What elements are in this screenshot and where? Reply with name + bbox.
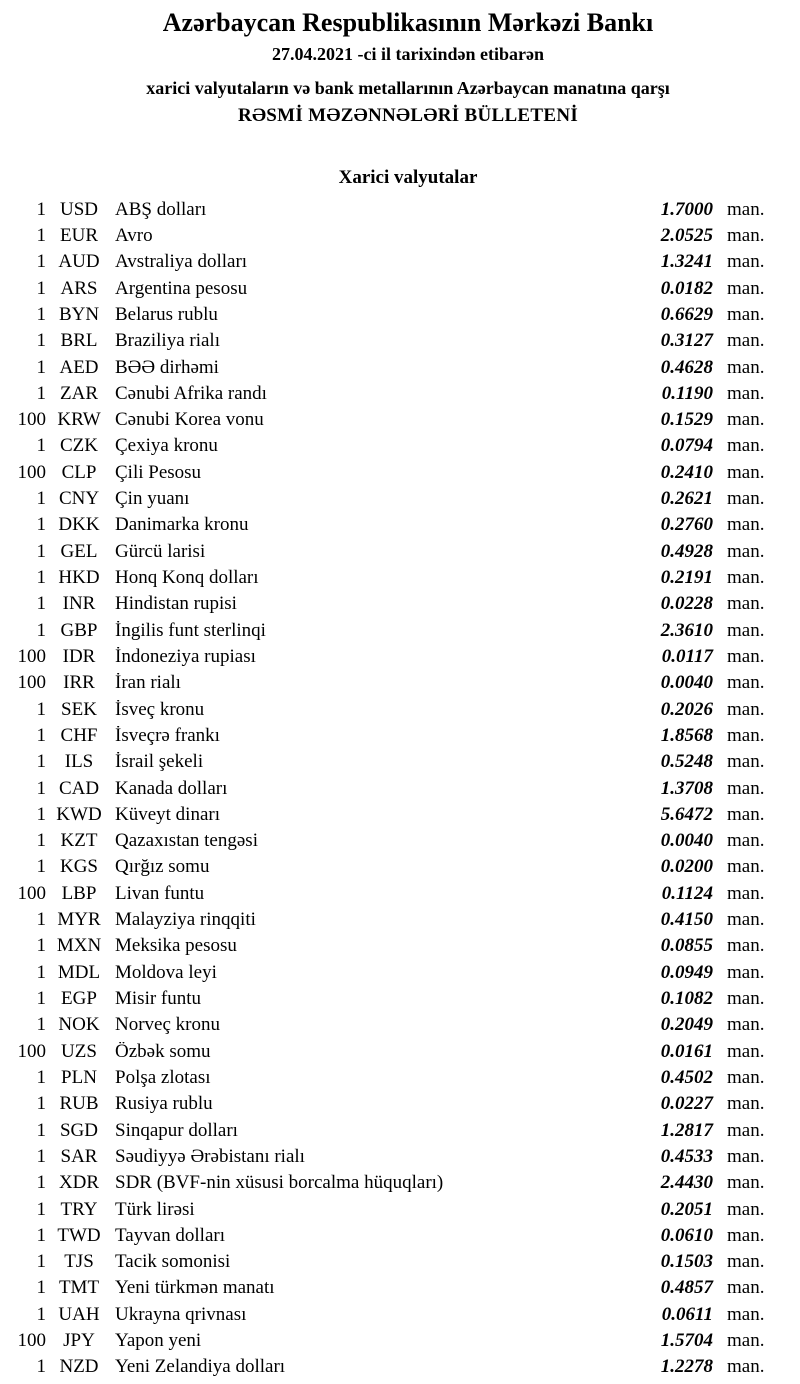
- rate-row: [0, 1064, 800, 1090]
- currency-quantity: 1: [36, 698, 46, 720]
- currency-name: Çili Pesosu: [115, 462, 202, 482]
- rate-value: 0.1529: [660, 409, 713, 431]
- rate-value: 1.8568: [660, 724, 713, 746]
- rate-value: 0.2026: [660, 698, 713, 720]
- currency-name: Yeni türkmən manatı: [115, 1278, 275, 1298]
- currency-name: İran rialı: [115, 673, 181, 693]
- unit-label: man.: [727, 1014, 765, 1036]
- rate-value: 5.6472: [660, 803, 713, 825]
- unit-label: man.: [727, 488, 765, 510]
- currency-quantity: 1: [36, 856, 46, 878]
- unit-label: man.: [727, 698, 765, 720]
- rate-value: 0.3127: [660, 330, 713, 352]
- currency-name: Cənubi Afrika randı: [115, 383, 267, 403]
- currency-code: IDR: [62, 645, 96, 667]
- currency-code: CAD: [58, 777, 100, 799]
- currency-code: AUD: [58, 251, 100, 273]
- currency-quantity: 1: [36, 724, 46, 746]
- currency-quantity: 1: [36, 277, 46, 299]
- currency-name: İsveçrə frankı: [115, 725, 220, 745]
- rate-value: 0.0040: [660, 672, 713, 694]
- rate-value: 0.1124: [661, 882, 713, 904]
- rate-value: 0.4628: [660, 356, 713, 378]
- rate-row: [0, 643, 800, 669]
- rate-row: [0, 617, 800, 643]
- currency-name: Qazaxıstan tengəsi: [115, 831, 258, 851]
- currency-code: KRW: [57, 409, 101, 431]
- rate-row: [0, 1248, 800, 1274]
- currency-name: SDR (BVF-nin xüsusi borcalma hüquqları): [115, 1173, 444, 1193]
- currency-quantity: 100: [17, 645, 46, 667]
- currency-quantity: 1: [36, 777, 46, 799]
- currency-quantity: 1: [36, 251, 46, 273]
- currency-name: Avstraliya dolları: [115, 252, 248, 272]
- currency-code: SGD: [59, 1119, 98, 1141]
- rate-row: [0, 959, 800, 985]
- currency-code: KZT: [60, 830, 98, 852]
- currency-quantity: 1: [36, 1172, 46, 1194]
- unit-label: man.: [727, 803, 765, 825]
- currency-quantity: 100: [17, 672, 46, 694]
- currency-code: USD: [59, 198, 98, 220]
- unit-label: man.: [727, 1356, 765, 1378]
- currency-name: Tayvan dolları: [115, 1225, 225, 1245]
- rate-value: 0.1190: [661, 382, 713, 404]
- currency-code: TRY: [60, 1198, 98, 1220]
- rate-value: 0.2760: [660, 514, 713, 536]
- currency-code: UAH: [58, 1303, 100, 1325]
- currency-code: XDR: [58, 1172, 100, 1194]
- unit-label: man.: [727, 961, 765, 983]
- currency-quantity: 100: [17, 461, 46, 483]
- currency-quantity: 1: [36, 909, 46, 931]
- rate-row: [0, 380, 800, 406]
- rate-row: [0, 275, 800, 301]
- rate-row: [0, 1354, 800, 1380]
- unit-label: man.: [727, 1224, 765, 1246]
- currency-code: MXN: [56, 935, 102, 957]
- rate-row: [0, 827, 800, 853]
- bank-title: Azərbaycan Respublikasının Mərkəzi Bankı: [162, 8, 654, 37]
- rates-table: [0, 196, 800, 1380]
- currency-name: Braziliya rialı: [115, 331, 220, 351]
- currency-name: Yeni Zelandiya dolları: [115, 1357, 286, 1377]
- unit-label: man.: [727, 303, 765, 325]
- rate-row: [0, 1038, 800, 1064]
- rate-row: [0, 1012, 800, 1038]
- currency-code: DKK: [58, 514, 100, 536]
- unit-label: man.: [727, 593, 765, 615]
- rate-row: [0, 406, 800, 432]
- rate-row: [0, 564, 800, 590]
- currency-name: Qırğız somu: [115, 857, 210, 877]
- unit-label: man.: [727, 435, 765, 457]
- currency-name: Ukrayna qrivnası: [115, 1304, 247, 1324]
- currency-quantity: 1: [36, 1303, 46, 1325]
- unit-label: man.: [727, 672, 765, 694]
- rate-value: 0.4150: [660, 909, 713, 931]
- currency-name: İsveç kronu: [115, 699, 205, 719]
- rate-value: 1.3708: [660, 777, 713, 799]
- unit-label: man.: [727, 1172, 765, 1194]
- currency-code: ARS: [60, 277, 98, 299]
- currency-name: Səudiyyə Ərəbistanı rialı: [115, 1146, 305, 1166]
- currency-code: CNY: [58, 488, 100, 510]
- currency-name: Yapon yeni: [115, 1331, 202, 1351]
- currency-quantity: 1: [36, 1356, 46, 1378]
- currency-code: HKD: [58, 567, 100, 588]
- currency-code: TMT: [58, 1277, 100, 1299]
- rate-value: 0.0228: [660, 593, 713, 615]
- unit-label: man.: [727, 461, 765, 483]
- currency-quantity: 1: [36, 330, 46, 352]
- currency-name: Rusiya rublu: [115, 1094, 213, 1114]
- currency-code: TJS: [64, 1251, 94, 1273]
- currency-name: Sinqapur dolları: [115, 1120, 238, 1140]
- currency-code: MDL: [57, 961, 101, 983]
- rate-value: 0.6629: [660, 303, 713, 325]
- currency-code: EGP: [61, 988, 97, 1009]
- currency-name: Gürcü larisi: [115, 541, 206, 561]
- currency-code: ILS: [64, 751, 94, 773]
- currency-code: SEK: [61, 698, 97, 720]
- currency-code: CZK: [60, 435, 98, 457]
- currency-name: Danimarka kronu: [115, 515, 249, 535]
- currency-code: GBP: [60, 619, 98, 641]
- currency-quantity: 100: [17, 882, 46, 904]
- rate-value: 0.4533: [660, 1145, 713, 1167]
- rate-value: 0.4502: [660, 1066, 713, 1088]
- currency-quantity: 1: [36, 1251, 46, 1273]
- section-title-foreign-currencies: Xarici valyutalar: [338, 167, 478, 189]
- currency-code: RUB: [59, 1093, 99, 1115]
- rate-row: [0, 775, 800, 801]
- currency-quantity: 1: [36, 198, 46, 220]
- unit-label: man.: [727, 830, 765, 852]
- currency-code: CHF: [60, 724, 98, 746]
- currency-name: Meksika pesosu: [115, 936, 237, 956]
- rate-row: [0, 301, 800, 327]
- rate-row: [0, 591, 800, 617]
- rate-value: 0.2621: [660, 488, 713, 510]
- currency-code: CLP: [61, 461, 97, 483]
- effective-date-line: 27.04.2021 -ci il tarixindən etibarən: [272, 44, 544, 65]
- unit-label: man.: [727, 330, 765, 352]
- currency-quantity: 1: [36, 1224, 46, 1246]
- subject-line: xarici valyutaların və bank metallarının Azərbaycan manatına qarşı: [146, 77, 670, 98]
- rate-row: [0, 880, 800, 906]
- rate-value: 0.4928: [660, 540, 713, 562]
- currency-quantity: 1: [36, 803, 46, 825]
- unit-label: man.: [727, 198, 765, 220]
- rate-value: 0.0949: [660, 961, 713, 983]
- unit-label: man.: [727, 645, 765, 667]
- currency-code: EUR: [60, 224, 98, 246]
- unit-label: man.: [727, 1277, 765, 1299]
- rate-value: 1.5704: [660, 1330, 713, 1352]
- rate-row: [0, 1222, 800, 1248]
- unit-label: man.: [727, 1303, 765, 1325]
- currency-name: Çin yuanı: [115, 489, 190, 509]
- currency-code: NOK: [58, 1014, 100, 1036]
- rate-row: [0, 696, 800, 722]
- currency-name: Livan funtu: [115, 883, 205, 903]
- currency-code: GEL: [60, 540, 98, 562]
- rate-value: 0.4857: [660, 1277, 713, 1299]
- rate-value: 0.2049: [660, 1014, 713, 1036]
- currency-quantity: 1: [36, 935, 46, 957]
- bulletin-title: RƏSMİ MƏZƏNNƏLƏRİ BÜLLETENİ: [237, 105, 579, 127]
- currency-name: Cənubi Korea vonu: [115, 410, 264, 430]
- currency-name: Türk lirəsi: [115, 1199, 195, 1219]
- currency-quantity: 1: [36, 830, 46, 852]
- currency-name: Argentina pesosu: [115, 278, 248, 298]
- currency-quantity: 100: [17, 1330, 46, 1352]
- rate-row: [0, 433, 800, 459]
- unit-label: man.: [727, 856, 765, 878]
- unit-label: man.: [727, 619, 765, 641]
- rate-value: 0.0855: [660, 935, 713, 957]
- rate-row: [0, 354, 800, 380]
- rate-row: [0, 328, 800, 354]
- rate-value: 1.2278: [660, 1356, 713, 1378]
- unit-label: man.: [727, 1198, 765, 1220]
- rate-row: [0, 1143, 800, 1169]
- rate-value: 0.0794: [660, 435, 713, 457]
- rate-row: [0, 722, 800, 748]
- rate-row: [0, 1170, 800, 1196]
- currency-name: Kanada dolları: [115, 778, 228, 798]
- currency-quantity: 1: [36, 1066, 46, 1088]
- rate-value: 1.7000: [660, 198, 713, 220]
- currency-quantity: 1: [36, 1277, 46, 1299]
- unit-label: man.: [727, 1040, 765, 1062]
- rate-value: 0.0200: [660, 856, 713, 878]
- currency-name: BƏƏ dirhəmi: [115, 357, 219, 377]
- rate-value: 0.0117: [661, 645, 713, 667]
- currency-name: İsrail şekeli: [115, 752, 204, 772]
- currency-quantity: 1: [36, 488, 46, 510]
- currency-name: Misir funtu: [115, 989, 202, 1008]
- unit-label: man.: [727, 251, 765, 273]
- unit-label: man.: [727, 1330, 765, 1352]
- unit-label: man.: [727, 1066, 765, 1088]
- rate-value: 2.0525: [660, 224, 713, 246]
- currency-name: Belarus rublu: [115, 304, 218, 324]
- rate-row: [0, 801, 800, 827]
- rate-row: [0, 1117, 800, 1143]
- currency-code: BRL: [60, 330, 98, 352]
- currency-name: İngilis funt sterlinqi: [115, 620, 266, 640]
- currency-code: KWD: [56, 803, 102, 825]
- unit-label: man.: [727, 1251, 765, 1273]
- unit-label: man.: [727, 988, 765, 1009]
- currency-code: AED: [59, 356, 99, 378]
- currency-name: Malayziya rinqqiti: [115, 910, 256, 930]
- currency-code: BYN: [58, 303, 100, 325]
- currency-name: Avro: [115, 225, 153, 245]
- currency-code: NZD: [59, 1356, 99, 1378]
- unit-label: man.: [727, 356, 765, 378]
- currency-quantity: 1: [36, 751, 46, 773]
- currency-name: Tacik somonisi: [115, 1252, 231, 1272]
- rate-value: 0.1082: [660, 988, 713, 1009]
- rate-row: [0, 933, 800, 959]
- currency-quantity: 1: [36, 514, 46, 536]
- bulletin-header: [0, 0, 800, 128]
- rate-row: [0, 854, 800, 880]
- rate-value: 0.5248: [660, 751, 713, 773]
- currency-quantity: 1: [36, 619, 46, 641]
- currency-quantity: 1: [36, 593, 46, 615]
- rate-row: [0, 222, 800, 248]
- currency-quantity: 1: [36, 1093, 46, 1115]
- unit-label: man.: [727, 409, 765, 431]
- currency-name: Norveç kronu: [115, 1015, 220, 1035]
- rate-row: [0, 906, 800, 932]
- rate-value: 1.3241: [660, 251, 713, 273]
- currency-quantity: 1: [36, 356, 46, 378]
- currency-quantity: 1: [36, 224, 46, 246]
- rate-row: [0, 196, 800, 222]
- rate-value: 1.2817: [660, 1119, 713, 1141]
- currency-code: ZAR: [60, 382, 98, 404]
- currency-quantity: 1: [36, 382, 46, 404]
- currency-name: Küveyt dinarı: [115, 804, 221, 824]
- unit-label: man.: [727, 1119, 765, 1141]
- rate-value: 0.0227: [660, 1093, 713, 1115]
- rate-value: 0.0610: [660, 1224, 713, 1246]
- unit-label: man.: [727, 724, 765, 746]
- rate-value: 2.3610: [660, 619, 713, 641]
- currency-code: UZS: [61, 1040, 97, 1062]
- currency-name: Hindistan rupisi: [115, 594, 237, 614]
- rate-value: 2.4430: [660, 1172, 713, 1194]
- currency-quantity: 1: [36, 435, 46, 457]
- rate-value: 0.0161: [660, 1040, 713, 1062]
- currency-quantity: 1: [36, 303, 46, 325]
- currency-quantity: 1: [36, 1145, 46, 1167]
- unit-label: man.: [727, 1145, 765, 1167]
- rate-row: [0, 249, 800, 275]
- rate-row: [0, 1091, 800, 1117]
- rate-row: [0, 538, 800, 564]
- currency-quantity: 100: [17, 1040, 46, 1062]
- unit-label: man.: [727, 277, 765, 299]
- rate-value: 0.0611: [661, 1303, 713, 1325]
- rate-value: 0.0040: [660, 830, 713, 852]
- rate-value: 0.1503: [660, 1251, 713, 1273]
- rate-row: [0, 1301, 800, 1327]
- currency-name: ABŞ dolları: [115, 199, 207, 219]
- currency-quantity: 1: [36, 1014, 46, 1036]
- unit-label: man.: [727, 777, 765, 799]
- rate-row: [0, 1275, 800, 1301]
- currency-quantity: 1: [36, 1119, 46, 1141]
- currency-code: IRR: [63, 672, 95, 694]
- unit-label: man.: [727, 382, 765, 404]
- rate-value: 0.2410: [660, 461, 713, 483]
- currency-code: INR: [62, 593, 96, 615]
- currency-quantity: 1: [36, 961, 46, 983]
- currency-name: Çexiya kronu: [115, 436, 218, 456]
- currency-quantity: 1: [36, 540, 46, 562]
- currency-quantity: 1: [36, 1198, 46, 1220]
- unit-label: man.: [727, 567, 765, 588]
- currency-quantity: 100: [17, 409, 46, 431]
- unit-label: man.: [727, 224, 765, 246]
- unit-label: man.: [727, 882, 765, 904]
- rate-value: 0.0182: [660, 277, 713, 299]
- rate-row: [0, 459, 800, 485]
- unit-label: man.: [727, 935, 765, 957]
- rate-value: 0.2051: [660, 1198, 713, 1220]
- rate-row: [0, 1327, 800, 1353]
- currency-code: SAR: [60, 1145, 98, 1167]
- unit-label: man.: [727, 751, 765, 773]
- currency-code: KGS: [59, 856, 98, 878]
- rate-row: [0, 985, 800, 1011]
- currency-code: PLN: [61, 1066, 97, 1088]
- currency-code: LBP: [61, 882, 97, 904]
- currency-name: Moldova leyi: [115, 962, 217, 982]
- rate-row: [0, 485, 800, 511]
- unit-label: man.: [727, 1093, 765, 1115]
- currency-code: TWD: [57, 1224, 101, 1246]
- rate-row: [0, 749, 800, 775]
- currency-name: Honq Konq dolları: [115, 568, 259, 587]
- unit-label: man.: [727, 514, 765, 536]
- rate-row: [0, 512, 800, 538]
- currency-quantity: 1: [36, 567, 46, 588]
- currency-name: İndoneziya rupiası: [115, 646, 256, 666]
- unit-label: man.: [727, 909, 765, 931]
- unit-label: man.: [727, 540, 765, 562]
- rate-row: [0, 1196, 800, 1222]
- rate-value: 0.2191: [660, 567, 713, 588]
- currency-name: Özbək somu: [115, 1041, 211, 1061]
- currency-code: MYR: [57, 909, 101, 931]
- currency-code: JPY: [63, 1330, 95, 1352]
- rate-row: [0, 670, 800, 696]
- currency-name: Polşa zlotası: [115, 1067, 211, 1087]
- currency-quantity: 1: [36, 988, 46, 1009]
